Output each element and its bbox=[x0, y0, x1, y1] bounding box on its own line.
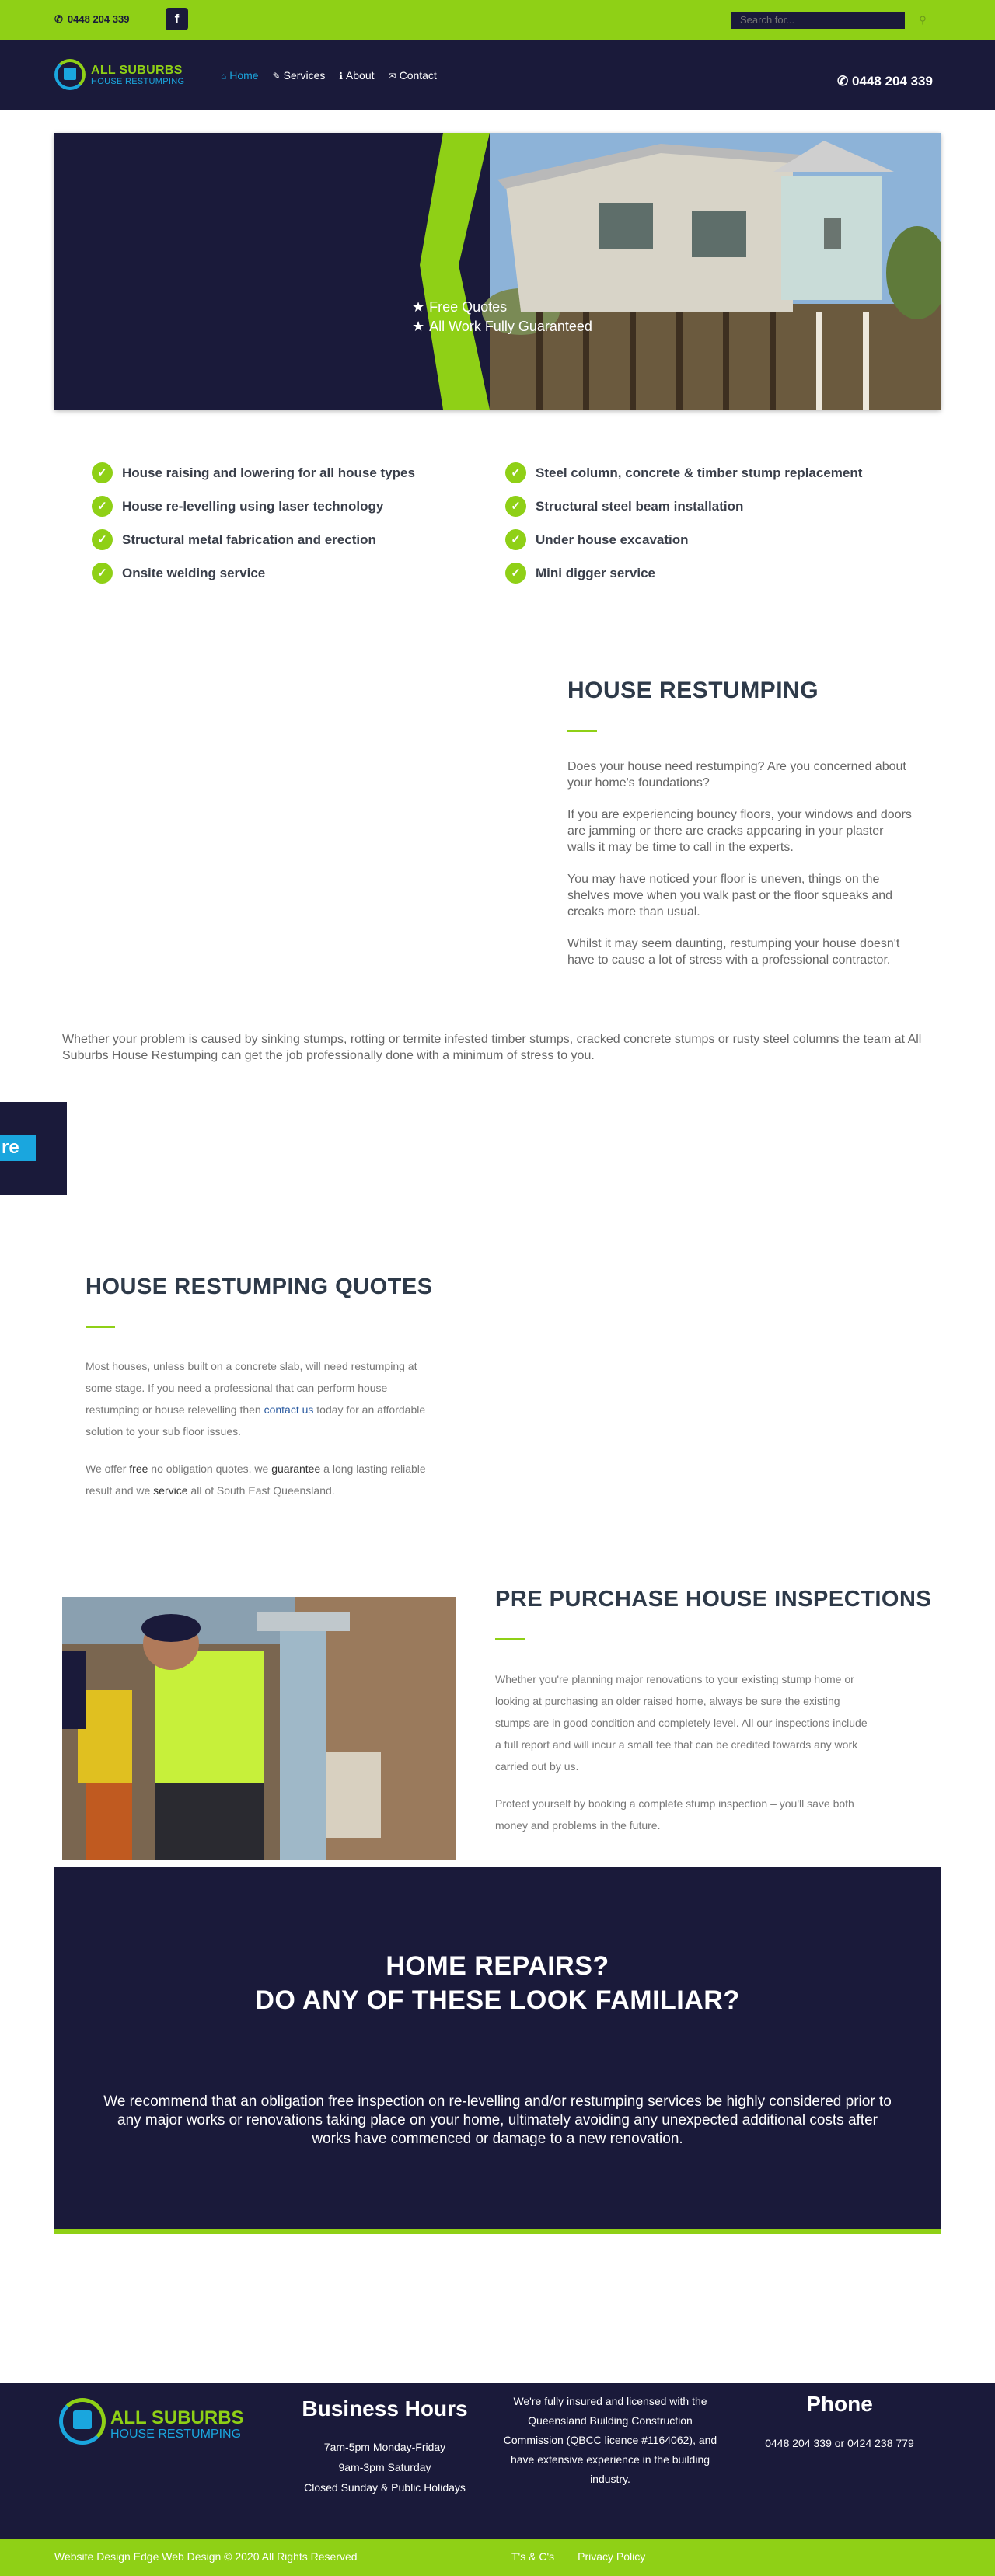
feature-label: Mini digger service bbox=[536, 565, 655, 580]
top-phone[interactable] bbox=[54, 13, 129, 26]
home-repairs-section bbox=[54, 1867, 941, 2234]
logo-house-icon bbox=[73, 2410, 92, 2429]
repairs-title bbox=[54, 1949, 941, 2017]
restumping-text bbox=[567, 758, 913, 984]
nav-phone[interactable] bbox=[837, 74, 933, 89]
insurance-text: We're fully insured and licensed with the Queensland Building Construction Commission (QBCC licence #1164062), and have extensive experience in the building industry. bbox=[503, 2395, 717, 2485]
business-hours-line: Closed Sunday & Public Holidays bbox=[304, 2481, 466, 2494]
terms-link[interactable]: T's & C's bbox=[511, 2550, 555, 2563]
nav-item-contact[interactable] bbox=[389, 69, 437, 82]
nav-item-about[interactable] bbox=[339, 69, 374, 82]
info-icon: ℹ bbox=[339, 71, 343, 82]
top-bar bbox=[0, 0, 995, 40]
restumping-paragraph: If you are experiencing bouncy floors, your windows and doors are jamming or there are cracks appearing in your plaster walls it may be time to call in the experts. bbox=[567, 808, 912, 854]
hero-illustration bbox=[54, 133, 941, 410]
business-hours-line: 7am-5pm Monday-Friday bbox=[323, 2441, 446, 2453]
feature-label: Onsite welding service bbox=[122, 565, 266, 580]
restumping-paragraph: You may have noticed your floor is uneven, things on the shelves move when you walk past or the floor squeaks and creaks more than usual. bbox=[567, 873, 893, 919]
footer bbox=[0, 2383, 995, 2539]
quotes-text-part: no obligation quotes, we bbox=[148, 1462, 272, 1475]
phone-icon: ✆ bbox=[54, 13, 63, 25]
restumping-summary: Whether your problem is caused by sinking stumps, rotting or termite infested timber stumps, cracked concrete stumps or rusty steel columns the team at All Suburbs House Restumping can get the job professionally done with a minimum of stress to you. bbox=[62, 1033, 922, 1062]
hero-bullets bbox=[412, 298, 592, 336]
contact-us-link[interactable]: contact us bbox=[264, 1403, 314, 1416]
check-icon: ✓ bbox=[505, 563, 526, 584]
privacy-link[interactable]: Privacy Policy bbox=[578, 2550, 646, 2563]
footer-logo[interactable] bbox=[59, 2398, 261, 2452]
business-hours bbox=[280, 2396, 490, 2498]
hero-banner bbox=[54, 133, 941, 410]
hero-bullet-text: Free Quotes bbox=[429, 299, 508, 315]
nav-phone-text: 0448 204 339 bbox=[851, 74, 933, 89]
side-widget bbox=[0, 1102, 67, 1195]
quotes-text-part: all of South East Queensland. bbox=[187, 1484, 335, 1497]
feature-label: Steel column, concrete & timber stump replacement bbox=[536, 465, 863, 480]
hero-bullet bbox=[412, 317, 592, 336]
inspection-illustration bbox=[62, 1597, 456, 1860]
nav-menu bbox=[221, 69, 437, 82]
quotes-emphasis: service bbox=[153, 1484, 188, 1497]
business-hours-title: Business Hours bbox=[302, 2396, 468, 2421]
nav-item-label: Contact bbox=[399, 69, 437, 82]
quotes-emphasis: guarantee bbox=[271, 1462, 321, 1475]
footer-phone-numbers[interactable]: 0448 204 339 or 0424 238 779 bbox=[765, 2437, 914, 2449]
feature-label: House re-levelling using laser technology bbox=[122, 498, 384, 514]
wrench-icon: ✎ bbox=[272, 71, 281, 82]
feature-item bbox=[92, 462, 415, 483]
quotes-paragraph bbox=[86, 1355, 443, 1442]
repairs-text: We recommend that an obligation free inspection on re-levelling and/or restumping services be highly considered prior to any major works or renovations taking place on your home, ultimately avoiding any unexpected additional costs after works have commenced or damage to a new renovation. bbox=[103, 2093, 892, 2147]
search-icon: ⚲ bbox=[919, 14, 927, 26]
prepurchase-text bbox=[495, 1668, 868, 1852]
logo-line1: ALL SUBURBS bbox=[91, 64, 183, 77]
feature-item bbox=[505, 462, 862, 483]
check-icon: ✓ bbox=[505, 529, 526, 550]
nav-item-home[interactable] bbox=[221, 69, 259, 82]
nav-item-label: About bbox=[345, 69, 375, 82]
quotes-text bbox=[86, 1355, 443, 1517]
top-phone-text: 0448 204 339 bbox=[67, 13, 130, 25]
feature-item bbox=[505, 496, 743, 517]
quotes-paragraph bbox=[86, 1458, 443, 1501]
search-button[interactable] bbox=[905, 12, 941, 29]
star-icon: ★ bbox=[412, 299, 425, 315]
star-icon: ★ bbox=[412, 319, 425, 334]
feature-item bbox=[505, 563, 655, 584]
footer-logo-line2: HOUSE RESTUMPING bbox=[110, 2428, 242, 2441]
phone-icon: ✆ bbox=[837, 74, 852, 89]
restumping-title: HOUSE RESTUMPING bbox=[567, 678, 819, 703]
quotes-text-part: Most houses, unless built on a concrete slab, will need restumping at some stage. If you need a professional that can perform house restumping or house relevelling then bbox=[86, 1360, 417, 1416]
footer-phone-title: Phone bbox=[806, 2392, 873, 2416]
nav-item-label: Services bbox=[283, 69, 326, 82]
home-icon: ⌂ bbox=[221, 71, 227, 82]
logo-line2: HOUSE RESTUMPING bbox=[91, 77, 185, 86]
feature-label: Under house excavation bbox=[536, 532, 689, 547]
check-icon: ✓ bbox=[505, 496, 526, 517]
nav-item-services[interactable] bbox=[273, 69, 326, 82]
prepurchase-paragraph: Protect yourself by booking a complete stump inspection – you'll save both money and problems in the future. bbox=[495, 1797, 854, 1832]
prepurchase-divider bbox=[495, 1638, 525, 1640]
hero-bullet bbox=[412, 298, 592, 317]
footer-logo-line1: ALL SUBURBS bbox=[110, 2407, 244, 2428]
quotes-text-part: a long lasting reliable result and we bbox=[86, 1462, 426, 1497]
check-icon: ✓ bbox=[92, 462, 113, 483]
quotes-emphasis: free bbox=[129, 1462, 148, 1475]
repairs-title-line: DO ANY OF THESE LOOK FAMILIAR? bbox=[255, 1985, 740, 2015]
prepurchase-paragraph: Whether you're planning major renovations to your existing stump home or looking at purchasing an older raised home, always be sure the existing stumps are in good condition and completely level. All our inspections include a full report and will incur a small fee that can be credited towards any work carried out by us. bbox=[495, 1673, 868, 1773]
nav-item-label: Home bbox=[229, 69, 259, 82]
quotes-divider bbox=[86, 1326, 115, 1328]
quotes-text-part: today for an affordable solution to your sub floor issues. bbox=[86, 1403, 426, 1438]
feature-label: Structural steel beam installation bbox=[536, 498, 744, 514]
check-icon: ✓ bbox=[92, 563, 113, 584]
feature-item bbox=[92, 563, 265, 584]
feature-label: House raising and lowering for all house types bbox=[122, 465, 415, 480]
bottom-bar bbox=[0, 2539, 995, 2576]
restumping-divider bbox=[567, 730, 597, 732]
feature-item bbox=[92, 529, 376, 550]
check-icon: ✓ bbox=[92, 529, 113, 550]
copyright: Website Design Edge Web Design © 2020 All Rights Reserved bbox=[54, 2550, 358, 2563]
check-icon: ✓ bbox=[505, 462, 526, 483]
facebook-icon[interactable]: f bbox=[166, 8, 188, 30]
main-nav bbox=[0, 40, 995, 110]
feature-item bbox=[505, 529, 689, 550]
quotes-title: HOUSE RESTUMPING QUOTES bbox=[86, 1274, 433, 1299]
restumping-paragraph: Whilst it may seem daunting, restumping your house doesn't have to cause a lot of stress with a professional contractor. bbox=[567, 937, 900, 967]
hero-bullet-text: All Work Fully Guaranteed bbox=[429, 319, 592, 334]
check-icon: ✓ bbox=[92, 496, 113, 517]
prepurchase-title: PRE PURCHASE HOUSE INSPECTIONS bbox=[495, 1587, 932, 1612]
mail-icon: ✉ bbox=[388, 71, 396, 82]
feature-label: Structural metal fabrication and erection bbox=[122, 532, 376, 547]
restumping-paragraph: Does your house need restumping? Are you concerned about your home's foundations? bbox=[567, 760, 906, 790]
quotes-text-part: We offer bbox=[86, 1462, 130, 1475]
repairs-title-line: HOME REPAIRS? bbox=[386, 1951, 609, 1981]
site-logo[interactable] bbox=[54, 59, 198, 93]
business-hours-line: 9am-3pm Saturday bbox=[338, 2461, 431, 2473]
search-input[interactable] bbox=[731, 12, 905, 29]
side-widget-button[interactable]: re bbox=[0, 1135, 36, 1161]
footer-links bbox=[511, 2550, 645, 2563]
footer-phone bbox=[742, 2392, 937, 2453]
logo-house-icon bbox=[64, 68, 76, 80]
feature-item bbox=[92, 496, 383, 517]
inspection-photo bbox=[62, 1597, 456, 1860]
